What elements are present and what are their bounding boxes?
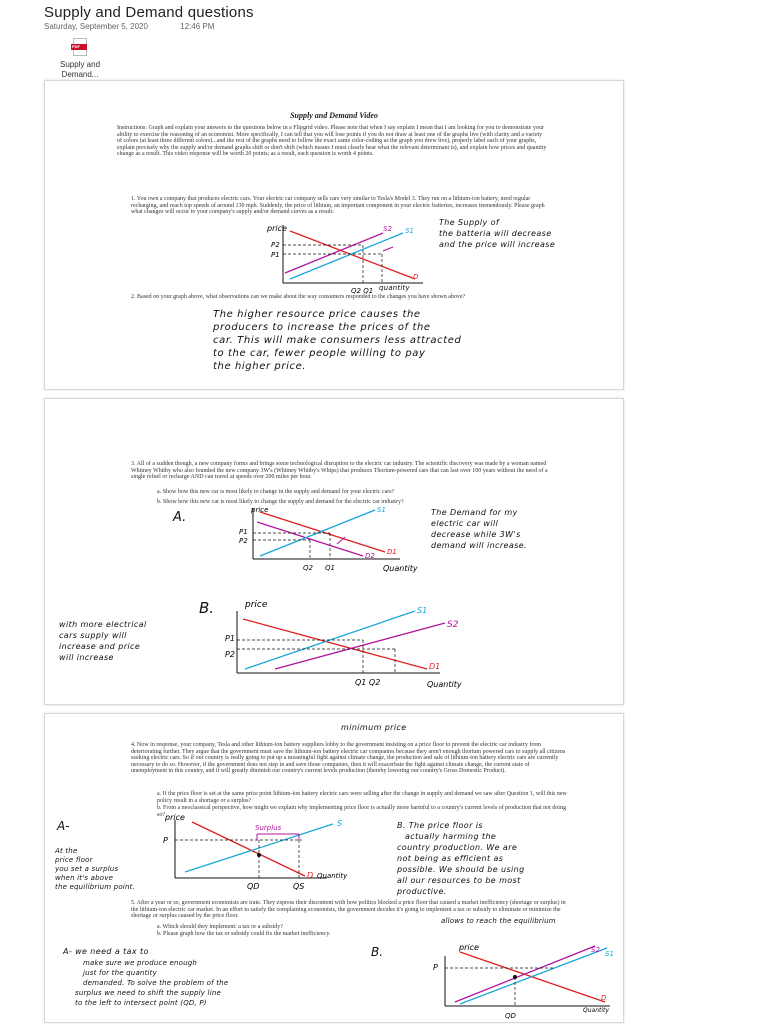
q1-price-label: price [267, 224, 287, 233]
q5b-p-label: P [433, 963, 438, 972]
q4a-note-line-2: price floor [55, 856, 93, 864]
q1-d-label: D [413, 273, 419, 281]
q3a-p1-label: P1 [239, 528, 248, 536]
q5b-d-label: D [601, 994, 607, 1002]
q4a-note-line-3: you set a surplus [55, 865, 119, 873]
q4a-p-label: P [163, 836, 168, 845]
q3b-quantity-label: Quantity [427, 680, 462, 689]
q5a-note-line-3: just for the quantity [83, 969, 157, 977]
question-5-text: 5. After a year or so, government economists are irate. They express their discontent with how politics blocked a price floor that caused a market inefficiency (shortage or surplus) in the lithium-ion electric car market. In an effort to satisfy the complaining economists, the government decides it's going to implement a tax or subsidy to eliminate or minimize the shortage or surplus caused by the price floor. [131, 900, 566, 920]
q5b-s1-label: S1 [605, 950, 614, 958]
q3b-d1-label: D1 [429, 662, 441, 671]
pdf-attachment[interactable] [44, 38, 116, 80]
q1-supply-curve-s1 [290, 233, 403, 279]
question-4a-text: a. If the price floor is set at the same price point lithium-ion battery electric cars were selling after the change in supply and demand we saw after Question 1, will this new policy result in a shortage or a surplus? [157, 791, 567, 804]
q5b-quantity-label: Quantity [583, 1007, 609, 1014]
q3a-quantity-label: Quantity [383, 564, 418, 573]
q4a-price-floor-graph [137, 812, 367, 894]
attachment-name[interactable]: Supply and Demand... [59, 60, 101, 79]
pdf-page-3 [44, 713, 624, 1023]
question-4b-text: b. From a neoclassical perspective, how might we explain why implementing price floor is actually more harmful to a country's current levels of production that not doing so? [157, 805, 566, 818]
question-2-text: 2. Based on your graph above, what observations can we make about the way consumers responded to the changes you have shown above? [131, 294, 466, 300]
q3b-s2-label: S2 [447, 620, 459, 630]
q5a-note-line-2: make sure we produce enough [83, 959, 198, 967]
question-3-text: 3. All of a sudden though, a new company forms and brings some technological disruption to the electric car industry. The scientific discovery was made by a woman named Whitney Whitby who also founded the new company 3W's (Whitney Whitby's Whips) that produces Thorium-powered cars that can last over 100 years without the need of a single refuel or recharge AND can travel at speeds over 200 miles per hour. [131, 461, 548, 481]
q2-answer-line-4: to the car, fewer people willing to pay [213, 348, 426, 359]
q3b-supply-demand-graph [195, 597, 495, 692]
q1-p1-label: P1 [271, 251, 280, 259]
q4b-note-line-4: not being as efficient as [397, 854, 504, 863]
question-5a-text: a. Which should they implement: a tax or a subsidy? [157, 924, 283, 930]
question-3b-text: b. Show how this new car is most likely to change the supply and demand for the electric car industry? [157, 499, 404, 505]
q4a-note-line-4: when it's above [55, 874, 114, 882]
q1-supply-curve-s2 [285, 233, 383, 273]
question-1-text: 1. You own a company that produces electric cars. Your electric car company sells cars very similar to Tesla's Model 3. They run on a lithium-ion battery, need regular recharging, and reach top speeds of around 130 mph. Suddenly, the price of lithium, an important component in your electric batteries, increases tremendously. Please graph what changes will occur to your company's supply and/or demand curves as a result: [131, 196, 545, 216]
q4b-note-line-7: productive. [397, 887, 447, 896]
q3b-note-line-4: will increase [59, 653, 114, 662]
q1-quantity-label: quantity [379, 284, 410, 292]
q3b-price-label: price [245, 600, 268, 610]
q3a-d2-label: D2 [365, 552, 375, 560]
document-heading: Supply and Demand Video [290, 111, 378, 120]
q1-s2-label: S2 [383, 225, 392, 233]
q4-top-note: minimum price [341, 723, 407, 732]
q3b-p2-label: P2 [225, 650, 235, 659]
pdf-page-1 [44, 80, 624, 390]
q5a-note-line-4: demanded. To solve the problem of the [83, 979, 229, 987]
note-time: 12:46 PM [180, 22, 215, 31]
q1-s1-label: S1 [405, 227, 414, 235]
q5a-note-line-1: A- we need a tax to [63, 947, 149, 956]
q3a-note-line-1: The Demand for my [431, 508, 518, 517]
question-4-text: 4. Now in response, your company, Tesla and other lithium-ion battery suppliers lobby to the government insisting on a price floor to prevent the electric car industry from deteriorating further. They argue that the government must save the lithium-ion battery electric car companies because they aren't enough thorium powered cars to supply all citizens seeking electric cars. So if our country is really going to put up a meaningful fight against climate change, the production and sale of lithium-ion battery electric cars are currently necessary to do so. However, if the government does not step in and save those companies, then it will exacerbate the fight against climate change, the current state of unemployment in this country, and it will greatly diminish our country's current levels production (thereby lowering our country's Gross Domestic Product). [131, 742, 566, 775]
q4a-note-line-5: the equilibrium point. [55, 883, 135, 891]
q4b-note-line-2: actually harming the [405, 832, 497, 841]
q4b-note-line-3: country production. We are [397, 843, 518, 852]
q1-note-line-1: The Supply of [439, 218, 500, 227]
note-title[interactable]: Supply and Demand questions [44, 4, 254, 21]
q5b-qd-label: QD [505, 1012, 516, 1020]
q1-p2-label: P2 [271, 241, 280, 249]
q2-answer-line-2: producers to increase the prices of the [213, 322, 431, 333]
q4a-label: A- [57, 819, 70, 833]
q2-answer-line-5: the higher price. [213, 361, 307, 372]
q3a-price-label: price [251, 506, 269, 514]
q3a-s1-label: S1 [377, 506, 386, 514]
q1-note-line-2: the batteria will decrease [439, 229, 552, 238]
q3b-note-line-2: cars supply will [59, 631, 127, 640]
q2-answer-line-1: The higher resource price causes the [213, 309, 421, 320]
q4a-quantity-label: Quantity [317, 872, 348, 880]
q3b-demand-curve-d1 [243, 619, 427, 669]
q3a-note-line-4: demand will increase. [431, 541, 527, 550]
q3b-q1q2-label: Q1 Q2 [355, 678, 381, 687]
q3a-demand-curve-d1 [260, 512, 385, 552]
q4b-note-line-5: possible. We should be using [397, 865, 525, 874]
q4b-note-line-1: B. The price floor is [397, 821, 483, 830]
q4a-d-label: D [307, 871, 314, 880]
q3a-note-line-3: decrease while 3W's [431, 530, 521, 539]
q5a-note-line-6: to the left to intersect point (QD, P) [75, 999, 207, 1007]
q4a-qd-label: QD [247, 882, 260, 891]
q5b-tax-graph [405, 942, 623, 1022]
q4a-qs-label: QS [293, 882, 305, 891]
q3a-supply-demand-graph [225, 504, 425, 579]
q1-q2q1-label: Q2 Q1 [351, 287, 374, 295]
q4a-price-label: price [165, 813, 185, 822]
q4a-s-label: S [337, 819, 343, 828]
note-timestamp [44, 22, 214, 31]
pdf-file-icon[interactable] [73, 38, 87, 56]
q5b-supply-curve-s2 [455, 946, 595, 1002]
q5a-note-line-5: surplus we need to shift the supply line [75, 989, 221, 997]
q5b-s2-label: S2 [591, 946, 600, 954]
q5b-label: B. [371, 945, 384, 959]
question-5b-text: b. Please graph how the tax or subsidy could fix the market inefficiency. [157, 931, 331, 937]
q4a-note-line-1: At the [55, 847, 78, 855]
instructions-text: Instructions: Graph and explain your answers to the questions below in a Flipgrid video. Please note that when I say explain I mean that I am looking for you to demonstrate your ability to exercise the reasoning of an economist. More specifically, I can tell that you will lose points if you do not draw at least one of the graphs live (with clarity and a variety of colors (at least three different colors)...and the rest of the graphs need to follow the exact same color-coding as the graph you drew live), properly label each of your graphs, explain precisely why the supply and/or demand graphs shift or don't shift (which means I must clearly hear what the relevant determinant is), and explain how prices and quantity change as a result. This video response will be worth 20 points; as a result, each question is worth 4 points. [117, 125, 547, 158]
q3a-p2-label: P2 [239, 537, 248, 545]
q4a-surplus-label: Surplus [255, 824, 282, 832]
question-3a-text: a. Show how this new car is most likely to change in the supply and demand for your electric cars? [157, 489, 395, 495]
note-date: Saturday, September 5, 2020 [44, 22, 148, 31]
q2-answer-line-3: car. This will make consumers less attracted [213, 335, 462, 346]
q3b-p1-label: P1 [225, 634, 235, 643]
q4b-note-line-6: all our resources to be most [397, 876, 521, 885]
q3b-note-line-3: increase and price [59, 642, 141, 651]
q3a-note-line-2: electric car will [431, 519, 499, 528]
q5-top-note: allows to reach the equilibrium [441, 917, 556, 925]
q4a-demand-curve [192, 822, 305, 876]
q1-note-line-3: and the price will increase [439, 240, 556, 249]
q1-shift-arrow [383, 247, 393, 251]
q3a-q1-label: Q1 [325, 564, 335, 572]
q3a-d1-label: D1 [387, 548, 397, 556]
q3b-label: B. [199, 599, 215, 617]
q5b-price-label: price [459, 943, 479, 952]
q3a-label: A. [173, 510, 187, 525]
pdf-page-2 [44, 398, 624, 705]
q3b-note-line-1: with more electrical [59, 620, 147, 629]
q3a-q2-label: Q2 [303, 564, 313, 572]
q5b-intersection-point [513, 975, 517, 979]
q3b-s1-label: S1 [417, 606, 428, 615]
